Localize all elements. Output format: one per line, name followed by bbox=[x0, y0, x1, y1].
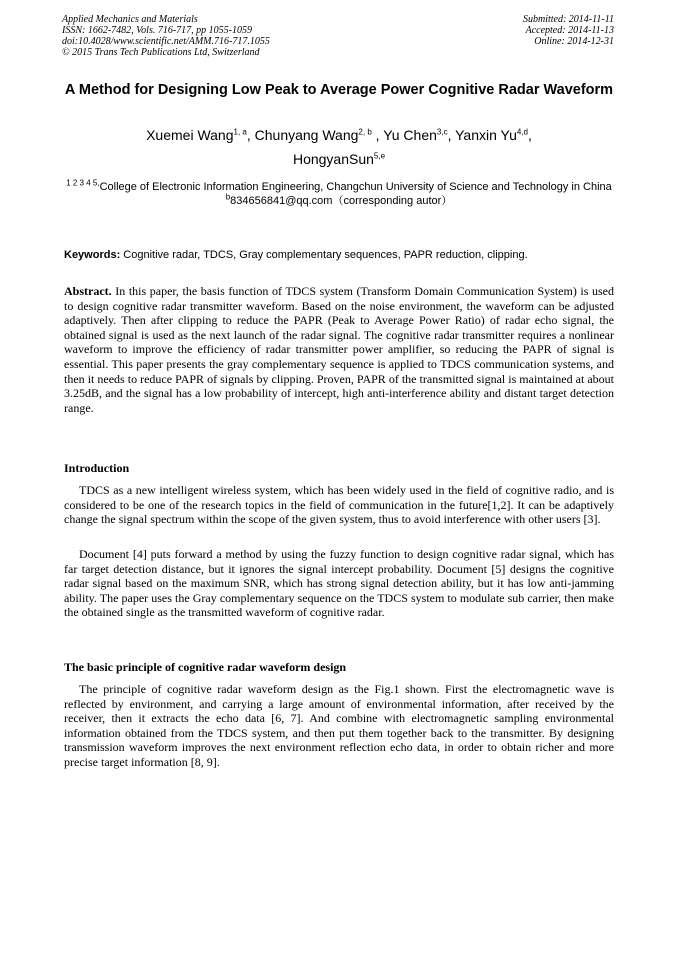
author-affiliation-mark: 5,e bbox=[373, 151, 386, 161]
author-separator: , bbox=[371, 127, 384, 143]
author-name: Chunyang Wang bbox=[254, 127, 359, 143]
journal-issn: ISSN: 1662-7482, Vols. 716-717, pp 1055-1059 bbox=[62, 25, 252, 36]
keywords bbox=[64, 248, 616, 262]
email-text: 834656841@qq.com（corresponding autor） bbox=[230, 195, 453, 207]
affiliation-block bbox=[60, 180, 618, 208]
accepted-date: Accepted: 2014-11-13 bbox=[525, 25, 614, 36]
submission-dates bbox=[523, 14, 614, 47]
introduction-paragraph: Document [4] puts forward a method by using the fuzzy function to design cognitive radar signal, which has far target detection distance, but it ignores the signal intercept probability. Document [5] designs the cognitive radar signal based on the maximum SNR, which has strong signal detection ability, but it has low anti-jamming ability. The paper uses the Gray complementary sequence on the TDCS system to modulate sub carrier, then make the obtained single as the transmitted waveform of cognitive radar. bbox=[64, 547, 614, 620]
journal-copyright: © 2015 Trans Tech Publications Ltd, Switzerland bbox=[62, 47, 260, 58]
keywords-text: Cognitive radar, TDCS, Gray complementary sequences, PAPR reduction, clipping. bbox=[120, 249, 528, 261]
section-heading-introduction: Introduction bbox=[64, 461, 130, 475]
affiliation bbox=[60, 180, 618, 194]
submitted-date: Submitted: 2014-11-11 bbox=[522, 14, 614, 25]
paper-title: A Method for Designing Low Peak to Average Power Cognitive Radar Waveform bbox=[64, 82, 614, 98]
section-heading-basic-principle: The basic principle of cognitive radar waveform design bbox=[64, 660, 347, 674]
journal-info bbox=[62, 14, 270, 58]
introduction-paragraph: TDCS as a new intelligent wireless system, which has been widely used in the field of cognitive radio, and is considered to be one of the research topics in the field of communication in the future[1,2]. It can be adaptively change the signal spectrum within the scope of the given system, thus to avoid interference with other users [3]. bbox=[64, 483, 614, 527]
contact-email bbox=[60, 194, 618, 208]
author-name: Yu Chen bbox=[383, 127, 437, 143]
author-separator: , bbox=[528, 127, 532, 143]
abstract bbox=[64, 284, 614, 415]
author-affiliation-mark: 2, b bbox=[358, 127, 372, 137]
abstract-label: Abstract. bbox=[64, 284, 112, 298]
author-affiliation-mark: 4,d bbox=[516, 127, 528, 137]
journal-doi: doi:10.4028/www.scientific.net/AMM.716-717.1055 bbox=[62, 36, 270, 47]
abstract-text: In this paper, the basis function of TDCS system (Transform Domain Communication System) is used to design cognitive radar transmitter waveform. Based on the noise environment, the waveform can be adjusted adaptively. Then after clipping to reduce the PAPR (Peak to Average Power Ratio) of radar echo signal, the obtained signal is used as the next launch of the radar signal. The cognitive radar transmitter requires a nonlinear waveform to improve the efficiency of radar transmitter power amplifier, so reducing the PAPR of signal is essential. This paper presents the gray complementary sequence is applied to TDCS communication systems, and then it needs to reduce PAPR of signals by clipping. Proven, PAPR of the transmitted signal is maintained at about 3.25dB, and the signal has a low probability of intercept, high anti-interference ability and distant target detection range. bbox=[64, 284, 614, 415]
basic-principle-paragraph: The principle of cognitive radar waveform design as the Fig.1 shown. First the electromagnetic wave is reflected by environment, and carrying a large amount of environmental information, after received by the receiver, then it extracts the echo data [6, 7]. And combine with electromagnetic sampling environmental information obtained from the TDCS system, and then put them together back to the transmitter. By designing transmission waveform improves the next environment reflection echo data, in order to obtain richer and more precise target information [8, 9]. bbox=[64, 682, 614, 769]
keywords-label: Keywords: bbox=[64, 249, 121, 261]
affiliation-text: College of Electronic Information Engineering, Changchun University of Science and Technology in China bbox=[99, 181, 612, 193]
journal-name: Applied Mechanics and Materials bbox=[62, 14, 198, 25]
author-name: HongyanSun bbox=[292, 151, 374, 167]
affiliation-mark: 1 2 3 4 5, bbox=[66, 178, 100, 188]
author-name: Xuemei Wang bbox=[146, 127, 234, 143]
author-separator: , bbox=[246, 127, 255, 143]
author-list bbox=[60, 123, 618, 171]
online-date: Online: 2014-12-31 bbox=[534, 36, 614, 47]
author-affiliation-mark: 3,c bbox=[436, 127, 448, 137]
author-separator: , bbox=[447, 127, 456, 143]
author-affiliation-mark: 1, a bbox=[233, 127, 247, 137]
email-mark: b bbox=[225, 192, 231, 202]
author-name: Yanxin Yu bbox=[455, 127, 517, 143]
